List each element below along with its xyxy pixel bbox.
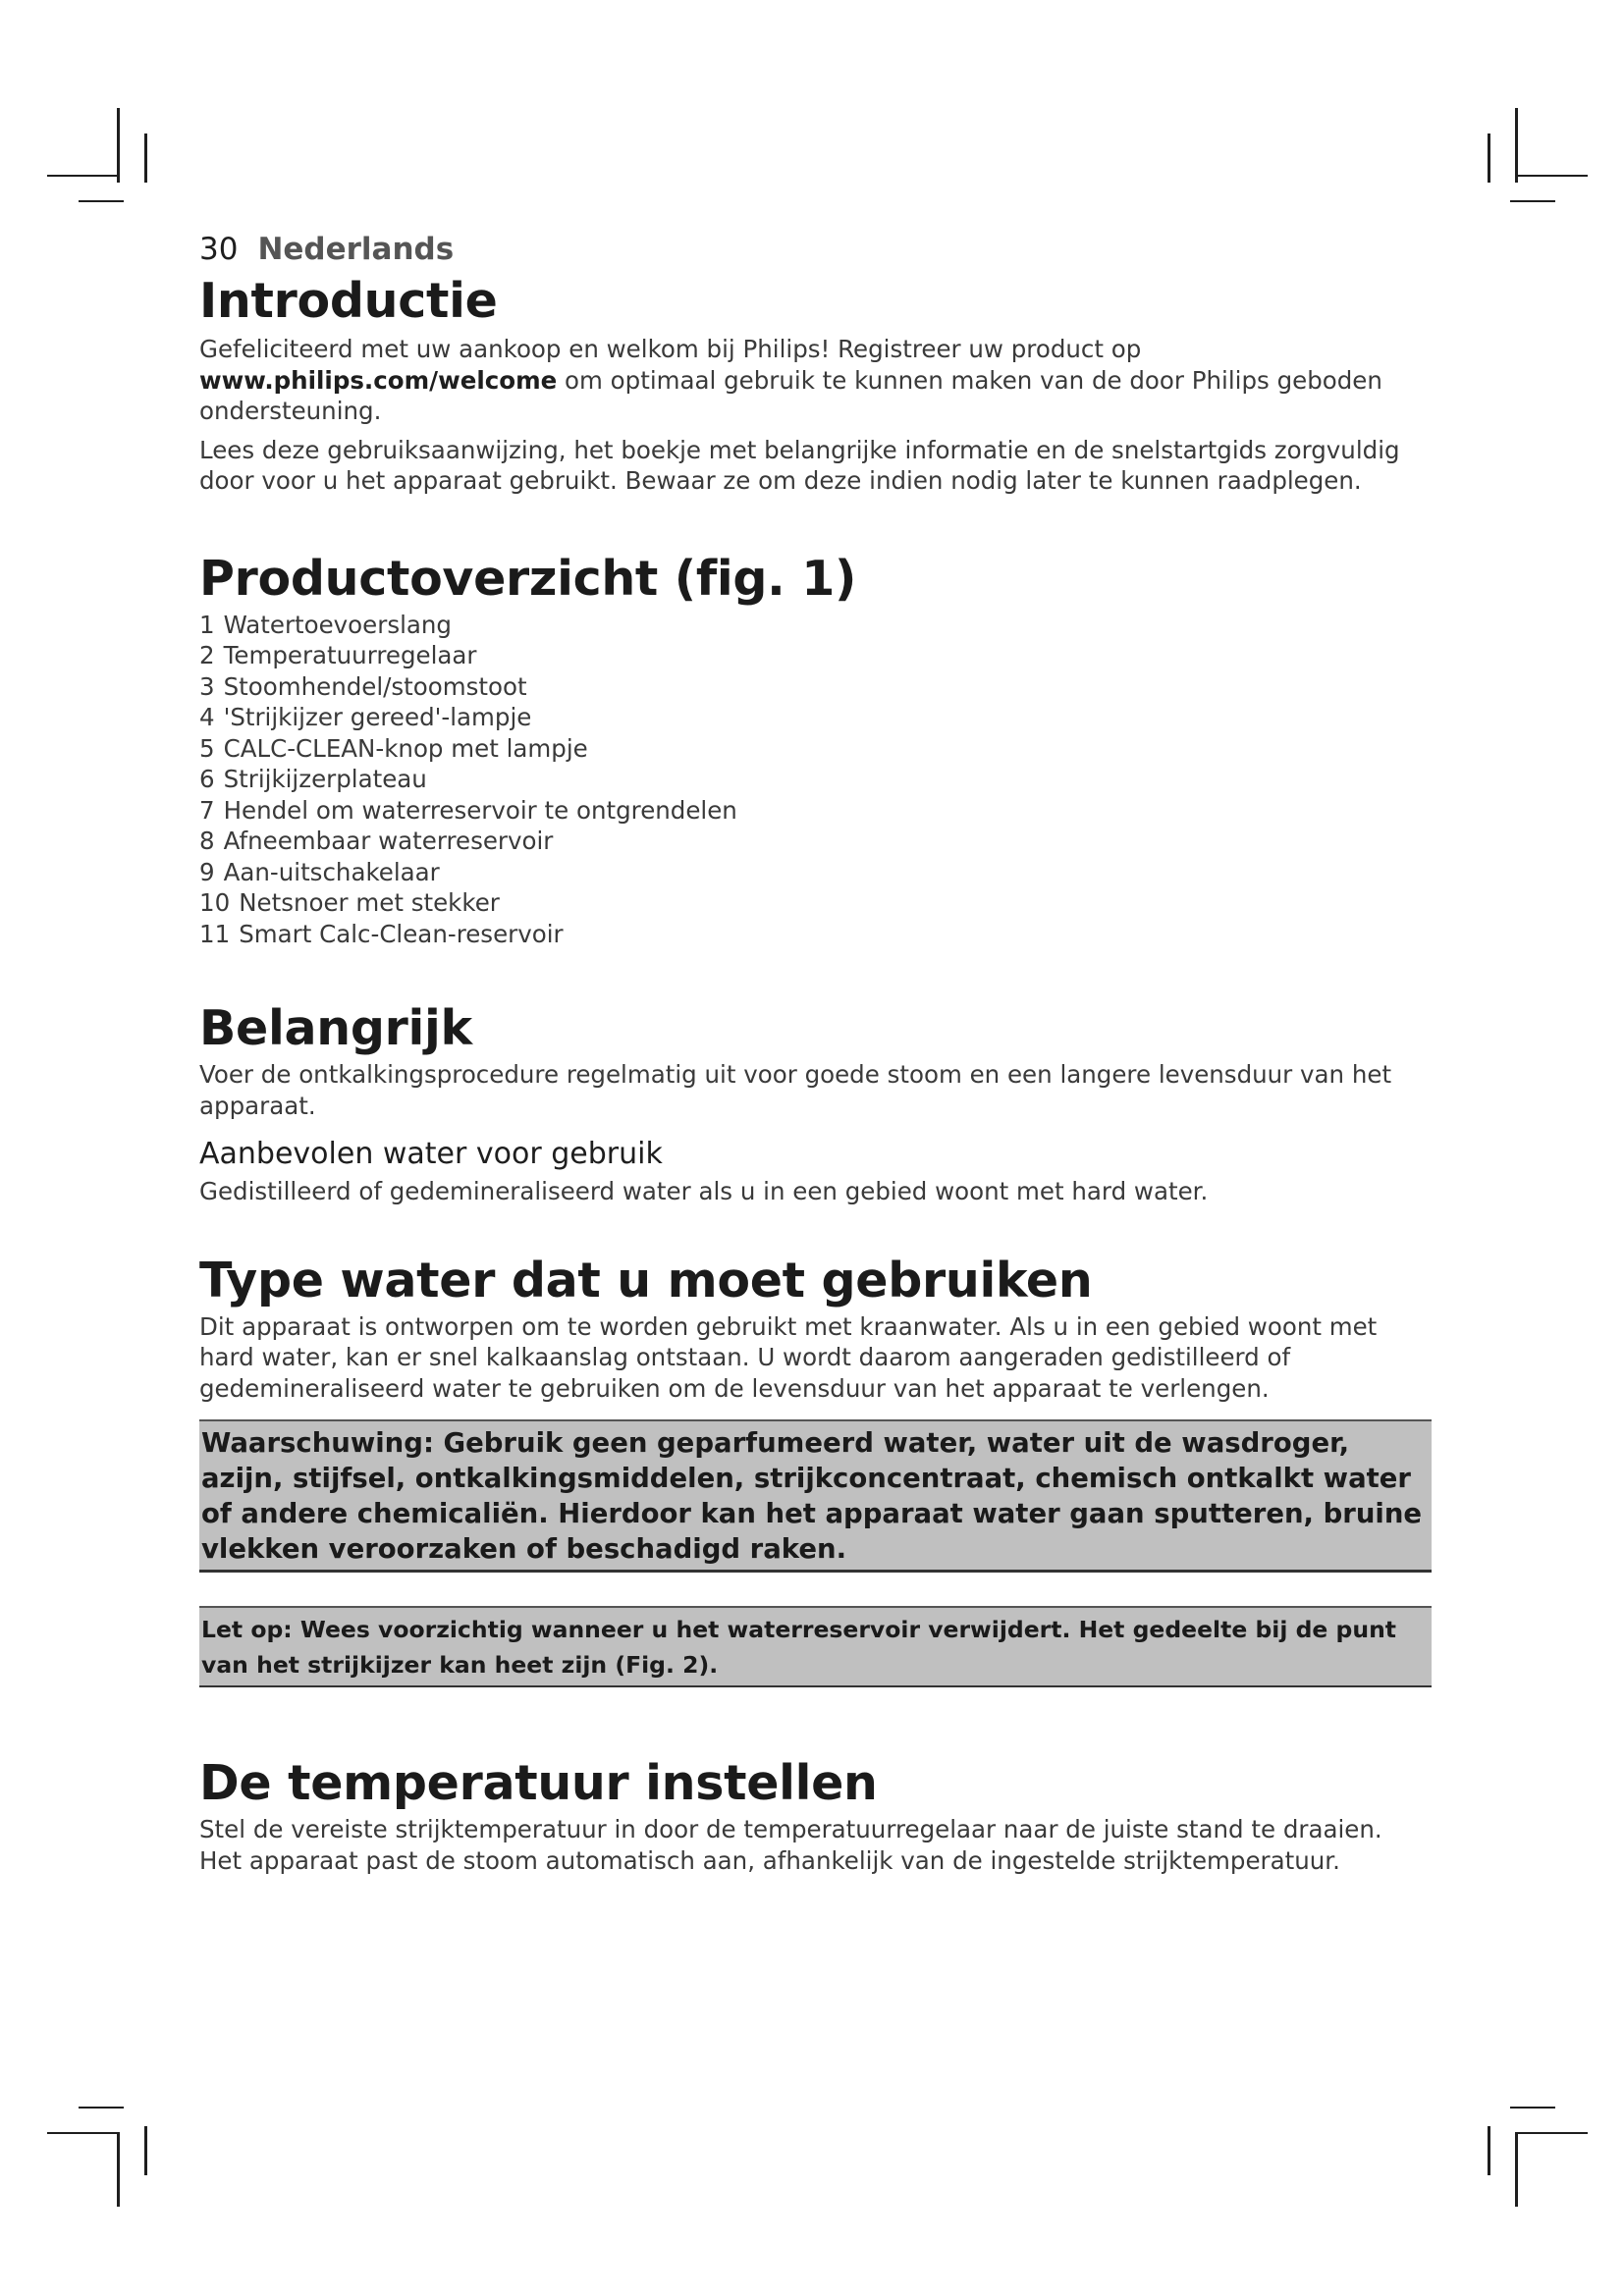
list-item [199, 702, 1432, 733]
list-item-number: 1 [199, 610, 215, 639]
list-item-number: 8 [199, 827, 215, 855]
intro-text-end: om optimaal gebruik te kunnen maken van de door Philips geboden ondersteuning. [199, 365, 1382, 425]
list-item-label: Strijkijzerplateau [223, 765, 427, 793]
list-item-number: 9 [199, 857, 215, 886]
list-item-label: Netsnoer met stekker [239, 888, 500, 917]
caution-box: Let op: Wees voorzichtig wanneer u het waterreservoir verwijdert. Het gedeelte bij de punt van het strijkijzer kan heet zijn (Fig. 2). [199, 1606, 1432, 1687]
list-item-number: 10 [199, 888, 231, 917]
list-item-number: 3 [199, 671, 215, 701]
list-item-number: 7 [199, 795, 215, 825]
list-item [199, 764, 1432, 795]
list-item [199, 671, 1432, 703]
list-item-label: Afneembaar waterreservoir [223, 827, 554, 855]
aanbevolen-water-paragraph: Gedistilleerd of gedemineraliseerd water als u in een gebied woont met hard water. [199, 1177, 1209, 1205]
list-item-number: 6 [199, 765, 215, 793]
list-item [199, 795, 1432, 827]
list-item [199, 919, 1432, 950]
list-item-label: Hendel om waterreservoir te ontgrendelen [223, 795, 737, 825]
section-title-type-water: Type water dat u moet gebruiken [199, 1252, 1093, 1308]
type-water-paragraph: Dit apparaat is ontworpen om te worden gebruikt met kraanwater. Als u in een gebied woont met hard water, kan er snel kalkaanslag ontstaan. U wordt daarom aangeraden gedistilleerd of gedemineraliseerd water te gebruiken om de levensduur van het apparaat te verlengen. [199, 1311, 1378, 1403]
list-item-number: 5 [199, 733, 215, 763]
list-item-label: CALC-CLEAN-knop met lampje [223, 733, 588, 763]
list-item [199, 826, 1432, 857]
list-item-label: Smart Calc-Clean-reservoir [239, 919, 564, 948]
page-header [199, 232, 1432, 267]
intro-paragraph-2: Lees deze gebruiksaanwijzing, het boekje met belangrijke informatie en de snelstartgids zorgvuldig door voor u het apparaat gebruikt. Bewaar ze om deze indien nodig later te kunnen raadplegen. [199, 435, 1400, 495]
list-item-label: Aan-uitschakelaar [223, 857, 440, 886]
language-label: Nederlands [257, 232, 455, 267]
temperatuur-paragraph: Stel de vereiste strijktemperatuur in door de temperatuurregelaar naar de juiste stand te draaien. Het apparaat past de stoom automatisch aan, afhankelijk van de ingestelde strijktemperatuur. [199, 1815, 1382, 1875]
product-list [199, 610, 1432, 950]
section-title-temperatuur: De temperatuur instellen [199, 1755, 878, 1811]
philips-url: www.philips.com/welcome [199, 365, 558, 395]
list-item [199, 733, 1432, 765]
list-item [199, 887, 1432, 919]
section-title-productoverzicht: Productoverzicht (fig. 1) [199, 550, 857, 607]
list-item-label: Temperatuurregelaar [223, 641, 477, 669]
list-item-label: Stoomhendel/stoomstoot [223, 671, 527, 701]
section-temperatuur [199, 1753, 1432, 1876]
section-type-water [199, 1251, 1432, 1688]
list-item [199, 640, 1432, 671]
page-number: 30 [199, 232, 239, 267]
list-item [199, 857, 1432, 888]
subsection-title-aanbevolen-water: Aanbevolen water voor gebruik [199, 1137, 663, 1171]
section-title-introductie: Introductie [199, 273, 498, 329]
section-belangrijk [199, 998, 1432, 1207]
page-content [199, 232, 1432, 1884]
intro-text-start: Gefeliciteerd met uw aankoop en welkom bij Philips! Registreer uw product op [199, 335, 1142, 363]
section-introductie [199, 271, 1432, 497]
list-item-number: 4 [199, 703, 215, 731]
intro-paragraph-1 [199, 334, 1432, 427]
warning-box: Waarschuwing: Gebruik geen geparfumeerd water, water uit de wasdroger, azijn, stijfsel, ontkalkingsmiddelen, strijkconcentraat, chemisch ontkalkt water of andere chemicaliën. Hierdoor kan het apparaat water gaan sputteren, bruine vlekken veroorzaken of beschadigd raken. [199, 1419, 1432, 1573]
section-title-belangrijk: Belangrijk [199, 1000, 472, 1056]
belangrijk-paragraph: Voer de ontkalkingsprocedure regelmatig uit voor goede stoom en een langere levensduur van het apparaat. [199, 1060, 1392, 1120]
list-item-number: 2 [199, 641, 215, 669]
section-productoverzicht [199, 549, 1432, 950]
list-item [199, 610, 1432, 641]
list-item-number: 11 [199, 919, 231, 948]
list-item-label: 'Strijkijzer gereed'-lampje [223, 703, 532, 731]
list-item-label: Watertoevoerslang [223, 610, 452, 639]
